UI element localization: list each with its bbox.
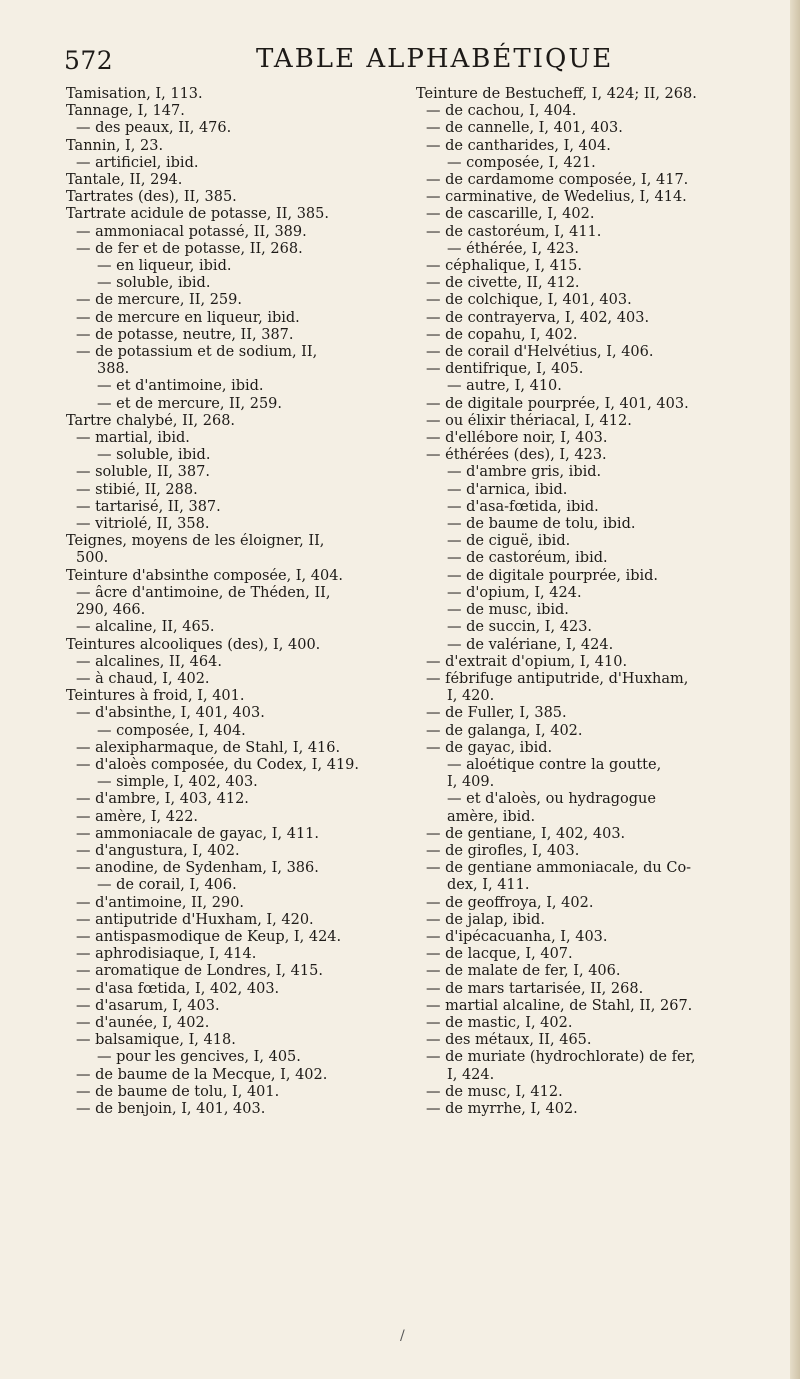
index-entry: — balsamique, I, 418. [76,1032,236,1049]
index-entry: — d'asarum, I, 403. [76,997,220,1014]
index-entry: — de cascarille, I, 402. [426,206,595,223]
index-entry: I, 424. [447,1066,495,1083]
index-entry: — de muriate (hydrochlorate) de fer, [426,1049,696,1066]
index-entry: — de gayac, ibid. [426,739,553,756]
index-entry: — de myrrhe, I, 402. [426,1100,578,1117]
index-entry: — de gentiane, I, 402, 403. [426,825,626,842]
index-entry: — autre, I, 410. [447,378,562,395]
index-entry: — de digitale pourprée, I, 401, 403. [426,395,689,412]
index-entry: — de baume de tolu, I, 401. [76,1083,280,1100]
index-entry: Tartrates (des), II, 385. [66,189,237,206]
index-column-left [66,86,411,1118]
index-entry: — et d'aloès, ou hydragogue [447,791,656,808]
index-entry: 290, 466. [76,602,146,619]
index-entry: Tamisation, I, 113. [66,86,203,102]
footer-mark: / [400,1328,405,1344]
index-entry: — de galanga, I, 402. [426,722,583,739]
index-entry: — de digitale pourprée, ibid. [447,567,659,584]
index-entry: — d'extrait d'opium, I, 410. [426,653,628,670]
index-entry: — en liqueur, ibid. [97,258,232,275]
index-entry: — de ciguë, ibid. [447,533,571,550]
index-entry: — de gentiane ammoniacale, du Co- [426,860,692,877]
index-entry: — de contrayerva, I, 402, 403. [426,309,650,326]
index-entry: — composée, I, 421. [447,154,596,171]
index-entry: I, 409. [447,774,495,791]
index-entry: — de Fuller, I, 385. [426,705,567,722]
index-entry: — ammoniacal potassé, II, 389. [76,223,307,240]
index-entry: — âcre d'antimoine, de Théden, II, [76,584,331,601]
index-entry: — d'ellébore noir, I, 403. [426,430,608,447]
index-entry: — d'aunée, I, 402. [76,1014,210,1031]
index-entry: — de baume de tolu, ibid. [447,516,636,533]
index-entry: — aphrodisiaque, I, 414. [76,946,257,963]
index-entry: — céphalique, I, 415. [426,258,583,275]
index-entry: — d'asa-fœtida, ibid. [447,498,599,515]
index-entry: — de malate de fer, I, 406. [426,963,621,980]
index-entry: — d'antimoine, II, 290. [76,894,245,911]
index-entry: — de colchique, I, 401, 403. [426,292,632,309]
index-entry: Teinture de Bestucheff, I, 424; II, 268. [416,86,697,102]
running-title: TABLE ALPHABÉTIQUE [256,44,614,74]
index-entry: — à chaud, I, 402. [76,670,210,687]
index-entry: — antispasmodique de Keup, I, 424. [76,928,342,945]
index-entry: Tannin, I, 23. [66,137,164,154]
index-entry: amère, ibid. [447,808,536,825]
index-entry: — de copahu, I, 402. [426,326,578,343]
index-entry: — aloétique contre la goutte, [447,756,662,773]
index-entry: — de civette, II, 412. [426,275,580,292]
index-entry: Tannage, I, 147. [66,103,185,120]
index-entry: Tartre chalybé, II, 268. [66,412,236,429]
index-entry: — tartarisé, II, 387. [76,498,221,515]
index-entry: — fébrifuge antiputride, d'Huxham, [426,670,689,687]
page-edge [790,0,800,1379]
index-entry: — de cannelle, I, 401, 403. [426,120,623,137]
index-entry: — d'angustura, I, 402. [76,842,240,859]
index-entry: — d'asa fœtida, I, 402, 403. [76,980,280,997]
index-entry: — de corail d'Helvétius, I, 406. [426,344,654,361]
index-entry: I, 420. [447,688,495,705]
index-entry: — martial alcaline, de Stahl, II, 267. [426,997,693,1014]
index-entry: — d'aloès composée, du Codex, I, 419. [76,756,359,773]
index-entry: — antiputride d'Huxham, I, 420. [76,911,314,928]
index-entry: — de musc, ibid. [447,602,569,619]
index-entry: — soluble, II, 387. [76,464,210,481]
index-entry: — de succin, I, 423. [447,619,593,636]
index-entry: — et de mercure, II, 259. [97,395,283,412]
index-entry: — de lacque, I, 407. [426,946,573,963]
index-entry: — d'ipécacuanha, I, 403. [426,928,608,945]
index-entry: — de corail, I, 406. [97,877,237,894]
index-entry: — vitriolé, II, 358. [76,516,210,533]
index-entry: — de castoréum, ibid. [447,550,608,567]
index-entry: Teinture d'absinthe composée, I, 404. [66,567,344,584]
index-entry: — de valériane, I, 424. [447,636,614,653]
index-entry: — de mercure en liqueur, ibid. [76,309,300,326]
index-entry: — de potassium et de sodium, II, [76,344,318,361]
index-entry: — de mars tartarisée, II, 268. [426,980,644,997]
index-entry: — des peaux, II, 476. [76,120,232,137]
page-header [0,40,800,80]
index-entry: — alcaline, II, 465. [76,619,215,636]
index-entry: Teignes, moyens de les éloigner, II, [66,533,325,550]
index-entry: — ou élixir thériacal, I, 412. [426,412,632,429]
index-entry: — de castoréum, I, 411. [426,223,602,240]
index-entry: — simple, I, 402, 403. [97,774,258,791]
index-column-right [416,86,778,1118]
index-entry: Teintures alcooliques (des), I, 400. [66,636,321,653]
index-entry: — de potasse, neutre, II, 387. [76,326,294,343]
page-number: 572 [64,46,114,75]
index-entry: Tartrate acidule de potasse, II, 385. [66,206,329,223]
index-entry: — éthérées (des), I, 423. [426,447,607,464]
index-entry: Teintures à froid, I, 401. [66,688,245,705]
index-entry: Tantale, II, 294. [66,172,183,189]
index-entry: 500. [76,550,109,567]
index-entry: — d'ambre gris, ibid. [447,464,602,481]
index-entry: — éthérée, I, 423. [447,240,579,257]
index-entry: — artificiel, ibid. [76,154,199,171]
index-entry: — composée, I, 404. [97,722,246,739]
index-entry: — de cachou, I, 404. [426,103,577,120]
index-entry: — d'ambre, I, 403, 412. [76,791,249,808]
index-entry: — soluble, ibid. [97,447,211,464]
index-entry: 388. [97,361,130,378]
index-entry: — ammoniacale de gayac, I, 411. [76,825,320,842]
index-entry: — pour les gencives, I, 405. [97,1049,301,1066]
index-entry: — de jalap, ibid. [426,911,545,928]
index-entry: — et d'antimoine, ibid. [97,378,264,395]
index-entry: — de mercure, II, 259. [76,292,242,309]
index-entry: — carminative, de Wedelius, I, 414. [426,189,687,206]
index-entry: — anodine, de Sydenham, I, 386. [76,860,319,877]
index-entry: — alexipharmaque, de Stahl, I, 416. [76,739,341,756]
index-entry: — de cardamome composée, I, 417. [426,172,689,189]
index-entry: — d'absinthe, I, 401, 403. [76,705,265,722]
index-entry: — de musc, I, 412. [426,1083,563,1100]
index-entry: — d'opium, I, 424. [447,584,582,601]
index-entry: — des métaux, II, 465. [426,1032,592,1049]
index-entry: — soluble, ibid. [97,275,211,292]
index-entry: — aromatique de Londres, I, 415. [76,963,323,980]
index-entry: dex, I, 411. [447,877,530,894]
index-entry: — amère, I, 422. [76,808,199,825]
index-entry: — dentifrique, I, 405. [426,361,584,378]
index-entry: — de mastic, I, 402. [426,1014,573,1031]
index-entry: — de cantharides, I, 404. [426,137,611,154]
index-entry: — de girofles, I, 403. [426,842,580,859]
index-entry: — de geoffroya, I, 402. [426,894,594,911]
index-entry: — d'arnica, ibid. [447,481,568,498]
index-entry: — de benjoin, I, 401, 403. [76,1100,266,1117]
index-entry: — stibié, II, 288. [76,481,198,498]
index-entry: — de baume de la Mecque, I, 402. [76,1066,328,1083]
index-entry: — alcalines, II, 464. [76,653,222,670]
index-entry: — martial, ibid. [76,430,190,447]
index-entry: — de fer et de potasse, II, 268. [76,240,303,257]
